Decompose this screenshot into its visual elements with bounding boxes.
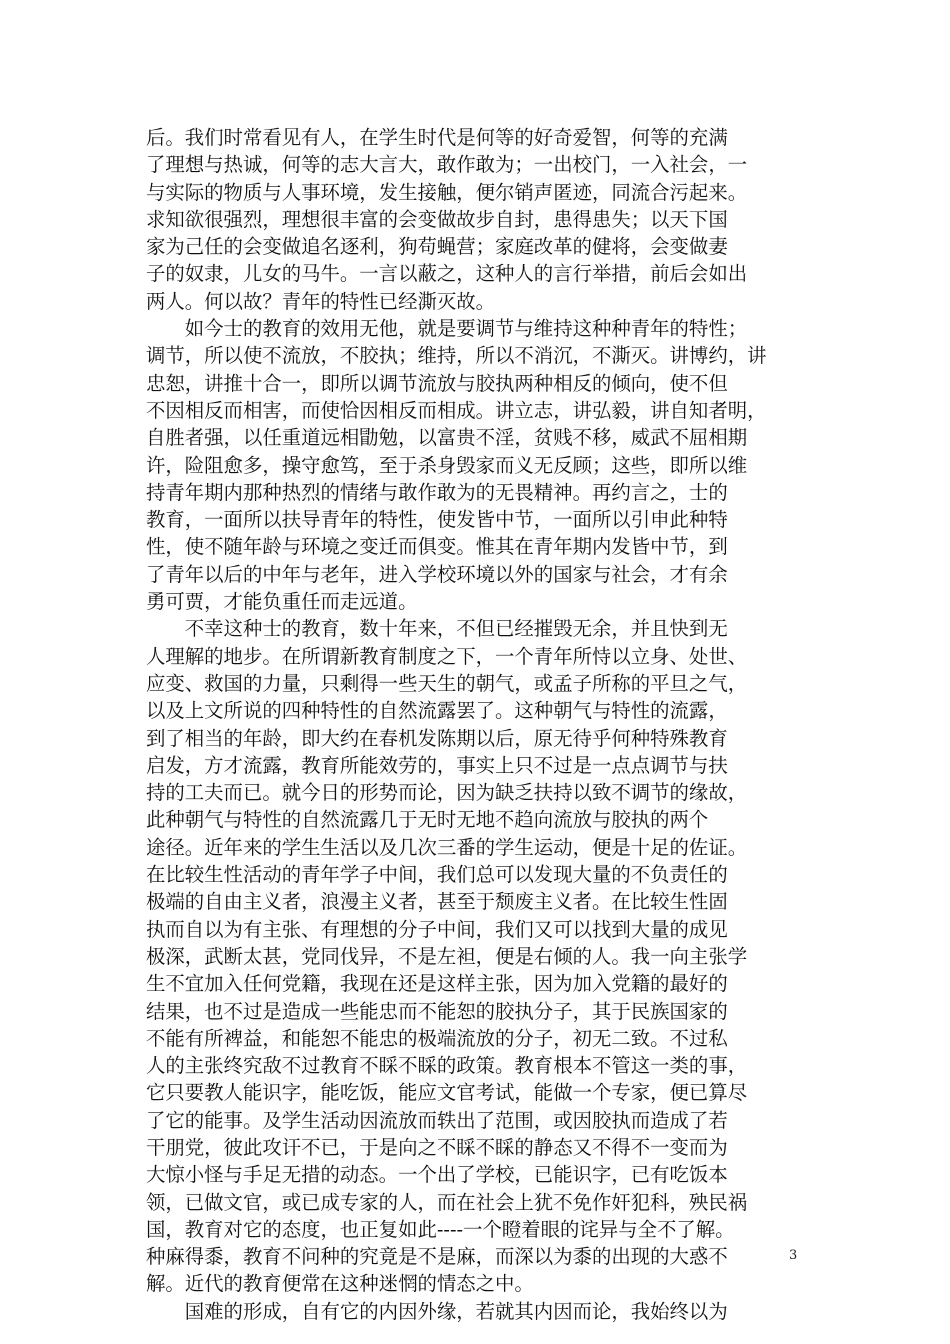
- text-line: 持的工夫而已。就今日的形势而论，因为缺乏扶持以致不调节的缘故，: [146, 781, 748, 805]
- text-line: 干朋党，彼此攻讦不已，于是向之不睬不睬的静态又不得不一变而为: [146, 1135, 728, 1159]
- text-line: 持青年期内那种热烈的情绪与敢作敢为的无畏精神。再约言之，士的: [146, 480, 728, 504]
- text-line: 了青年以后的中年与老年，进入学校环境以外的国家与社会，才有余: [146, 562, 728, 586]
- text-line: 极端的自由主义者，浪漫主义者，甚至于颓废主义者。在比较生性固: [146, 890, 728, 914]
- text-line: 子的奴隶，儿女的马牛。一言以蔽之，这种人的言行举措，前后会如出: [146, 262, 748, 286]
- text-line: 结果，也不过是造成一些能忠而不能恕的胶执分子，其于民族国家的: [146, 999, 728, 1023]
- text-line: 了理想与热诚，何等的志大言大，敢作敢为；一出校门，一入社会，一: [146, 153, 748, 177]
- text-line: 启发，方才流露，教育所能效劳的，事实上只不过是一点点调节与扶: [146, 753, 728, 777]
- text-line: 性，使不随年龄与环境之变迁而俱变。惟其在青年期内发皆中节，到: [146, 535, 728, 559]
- text-line: 如今士的教育的效用无他，就是要调节与维持这种种青年的特性；: [146, 317, 748, 341]
- text-line: 以及上文所说的四种特性的自然流露罢了。这种朝气与特性的流露，: [146, 699, 728, 723]
- text-line: 忠恕，讲推十合一，即所以调节流放与胶执两种相反的倾向，使不但: [146, 371, 728, 395]
- text-line: 途径。近年来的学生生活以及几次三番的学生运动，便是十足的佐证。: [146, 835, 748, 859]
- text-line: 勇可贾，才能负重任而走远道。: [146, 590, 418, 614]
- body-text: [146, 124, 816, 1325]
- text-line: 到了相当的年龄，即大约在春机发陈期以后，原无待乎何种特殊教育: [146, 726, 728, 750]
- text-line: 在比较生性活动的青年学子中间，我们总可以发现大量的不负责任的: [146, 863, 728, 887]
- text-line: 领，已做文官，或已成专家的人，而在社会上犹不免作奸犯科，殃民祸: [146, 1190, 748, 1214]
- text-line: 不幸这种士的教育，数十年来，不但已经摧毁无余，并且快到无: [146, 617, 728, 641]
- text-line: 执而自以为有主张、有理想的分子中间，我们又可以找到大量的成见: [146, 917, 728, 941]
- text-line: 应变、救国的力量，只剩得一些天生的朝气，或孟子所称的平旦之气，: [146, 671, 748, 695]
- text-line: 大惊小怪与手足无措的动态。一个出了学校，已能识字，已有吃饭本: [146, 1163, 728, 1187]
- text-line: 不能有所裨益，和能恕不能忠的极端流放的分子，初无二致。不过私: [146, 1026, 728, 1050]
- text-line: 生不宜加入任何党籍，我现在还是这样主张，因为加入党籍的最好的: [146, 972, 728, 996]
- text-line: 国，教育对它的态度，也正复如此----一个瞪着眼的诧异与全不了解。: [146, 1217, 735, 1241]
- text-line: 自胜者强，以任重道远相勖勉，以富贵不淫，贫贱不移，威武不屈相期: [146, 426, 748, 450]
- text-line: 与实际的物质与人事环境，发生接触，便尔销声匿迹，同流合污起来。: [146, 180, 748, 204]
- text-line: 种麻得黍，教育不问种的究竟是不是麻，而深以为黍的出现的大惑不: [146, 1245, 728, 1269]
- text-line: 后。我们时常看见有人，在学生时代是何等的好奇爱智，何等的充满: [146, 126, 728, 149]
- text-line: 它只要教人能识字，能吃饭，能应文官考试，能做一个专家，便已算尽: [146, 1081, 748, 1105]
- text-line: 家为己任的会变做追名逐利，狗苟蝇营；家庭改革的健将，会变做妻: [146, 235, 728, 259]
- page-number: 3: [789, 1248, 798, 1263]
- text-line: 不因相反而相害，而使恰因相反而相成。讲立志，讲弘毅，讲自知者明，: [146, 398, 767, 422]
- text-line: 极深，武断太甚，党同伐异，不是左袒，便是右倾的人。我一向主张学: [146, 944, 748, 968]
- text-line: 两人。何以故？青年的特性已经澌灭故。: [146, 289, 496, 313]
- text-line: 人的主张终究敌不过教育不睬不睬的政策。教育根本不管这一类的事，: [146, 1054, 748, 1078]
- text-line: 此种朝气与特性的自然流露几于无时无地不趋向流放与胶执的两个: [146, 808, 709, 832]
- text-line: 了它的能事。及学生活动因流放而轶出了范围，或因胶执而造成了若: [146, 1108, 728, 1132]
- text-line: 解。近代的教育便常在这种迷惘的情态之中。: [146, 1272, 534, 1296]
- text-line: 求知欲很强烈，理想很丰富的会变做故步自封，患得患失；以天下国: [146, 207, 728, 231]
- text-line: 人理解的地步。在所谓新教育制度之下，一个青年所恃以立身、处世、: [146, 644, 748, 668]
- text-line: 国难的形成，自有它的内因外缘，若就其内因而论，我始终以为: [146, 1299, 728, 1323]
- text-line: 教育，一面所以扶导青年的特性，使发皆中节，一面所以引申此种特: [146, 508, 728, 532]
- text-line: 许，险阻愈多，操守愈笃，至于杀身毁家而义无反顾；这些，即所以维: [146, 453, 748, 477]
- text-line: 调节，所以使不流放，不胶执；维持，所以不消沉，不澌灭。讲博约，讲: [146, 344, 767, 368]
